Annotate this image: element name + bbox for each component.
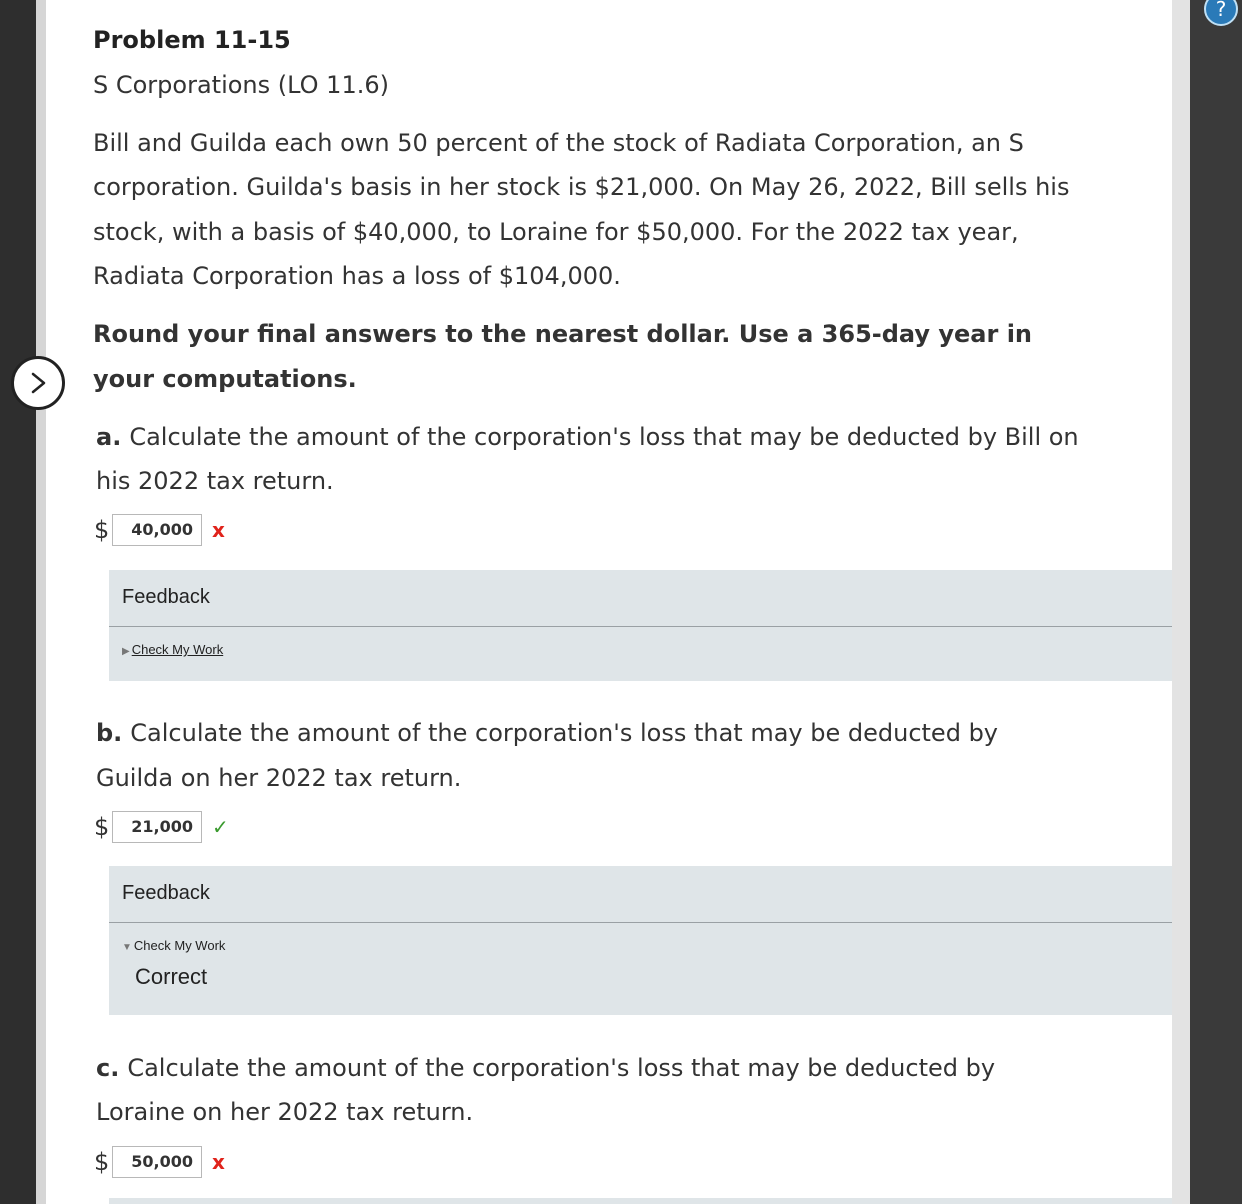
check-my-work-link[interactable]: Check My Work — [131, 642, 224, 657]
problem-body-line: Radiata Corporation has a loss of $104,000. — [93, 262, 621, 290]
right-dark-strip — [1190, 0, 1242, 1204]
question-c-line — [96, 1054, 995, 1082]
help-icon[interactable]: ? — [1204, 0, 1238, 26]
currency-symbol: $ — [94, 813, 110, 841]
question-text: Calculate the amount of the corporation's loss that may be deducted by — [130, 719, 998, 747]
question-letter: c. — [96, 1054, 120, 1082]
expand-panel-button[interactable] — [11, 356, 65, 410]
problem-body-line: corporation. Guilda's basis in her stock is $21,000. On May 26, 2022, Bill sells his — [93, 173, 1070, 201]
check-my-work-label[interactable]: Check My Work — [133, 938, 226, 953]
question-b-line: Guilda on her 2022 tax return. — [96, 764, 462, 792]
right-panel-border — [1172, 0, 1190, 1204]
question-letter: b. — [96, 719, 123, 747]
question-text: Calculate the amount of the corporation's loss that may be deducted by — [127, 1054, 996, 1082]
feedback-divider — [109, 922, 1172, 923]
feedback-panel-b — [109, 866, 1172, 1015]
instruction-line: Round your final answers to the nearest dollar. Use a 365-day year in — [93, 320, 1032, 348]
instruction-line: your computations. — [93, 365, 357, 393]
check-my-work-toggle[interactable] — [122, 642, 223, 657]
question-a-line — [96, 423, 1079, 451]
question-b-line — [96, 719, 998, 747]
answer-input-c[interactable]: 50,000 — [112, 1146, 202, 1178]
problem-subtitle: S Corporations (LO 11.6) — [93, 71, 389, 99]
left-panel-border — [36, 0, 46, 1204]
feedback-panel-a — [109, 570, 1172, 681]
incorrect-icon: x — [212, 518, 225, 542]
triangle-down-icon: ▼ — [122, 942, 132, 953]
problem-title: Problem 11-15 — [93, 26, 291, 54]
currency-symbol: $ — [94, 516, 110, 544]
answer-input-a[interactable]: 40,000 — [112, 514, 202, 546]
chevron-right-icon — [27, 371, 51, 395]
answer-input-b[interactable]: 21,000 — [112, 811, 202, 843]
problem-body-line: Bill and Guilda each own 50 percent of the stock of Radiata Corporation, an S — [93, 129, 1024, 157]
feedback-message: Correct — [135, 964, 208, 989]
currency-symbol: $ — [94, 1148, 110, 1176]
left-dark-strip — [0, 0, 36, 1204]
incorrect-icon: x — [212, 1150, 225, 1174]
question-letter: a. — [96, 423, 122, 451]
question-a-line: his 2022 tax return. — [96, 467, 334, 495]
triangle-right-icon: ▶ — [122, 646, 130, 657]
checkmark-icon: ✓ — [212, 815, 229, 839]
check-my-work-toggle[interactable] — [122, 938, 225, 953]
feedback-panel-c-edge — [109, 1198, 1172, 1204]
feedback-title: Feedback — [122, 882, 210, 904]
question-c-line: Loraine on her 2022 tax return. — [96, 1098, 474, 1126]
question-text: Calculate the amount of the corporation's loss that may be deducted by Bill on — [129, 423, 1079, 451]
feedback-title: Feedback — [122, 586, 210, 608]
problem-body-line: stock, with a basis of $40,000, to Loraine for $50,000. For the 2022 tax year, — [93, 218, 1019, 246]
feedback-divider — [109, 626, 1172, 627]
